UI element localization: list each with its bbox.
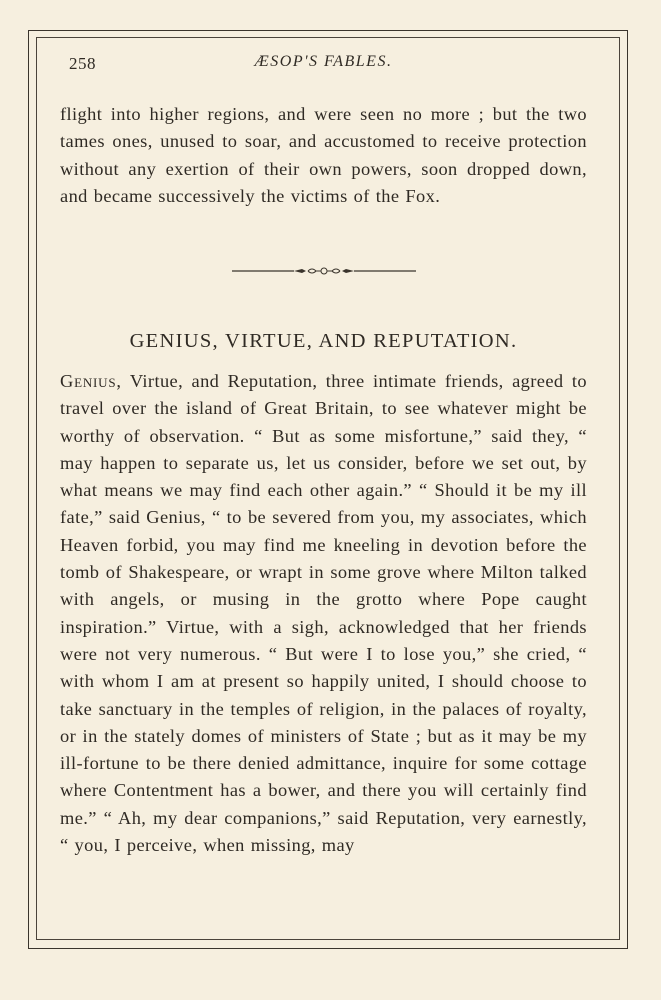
- fable-body: [60, 368, 587, 859]
- book-title: ÆSOP'S FABLES.: [254, 53, 393, 70]
- running-head: [60, 50, 587, 74]
- page-number: 258: [69, 54, 96, 73]
- fable-first-word: Genius,: [60, 371, 122, 391]
- continued-paragraph: flight into higher regions, and were seen no more ; but the two tames ones, unused to soar, and accustomed to receive protection without any exertion of their own powers, soon dropped down, and became successively the victims of the Fox.: [60, 104, 587, 206]
- fable-title: GENIUS, VIRTUE, AND REPUTATION.: [129, 330, 518, 352]
- fable-body-text: Virtue, and Reputation, three intimate friends, agreed to travel over the island of Great Britain, to see whatever might be worthy of observation. “ But as some misfortune,” said they, “ may happen to separate us, let us consider, before we set out, by what means we may find each other again.” “ Should it be my ill fate,” said Genius, “ to be severed from you, my associates, which Heaven forbid, you may find me kneeling in devotion before the tomb of Shakespeare, or wrapt in some grove where Milton talked with angels, or musing in the grotto where Pope caught inspiration.” Virtue, with a sigh, acknowledged that her friends were not very numerous. “ But were I to lose you,” she cried, “ with whom I am at present so happily united, I should choose to take sanctuary in the temples of religion, in the palaces of royalty, or in the stately domes of ministers of State ; but as it may be my ill-fortune to be there denied admittance, inquire for some cottage where Contentment has a bower, and there you will certainly find me.” “ Ah, my dear companions,” said Reputation, very earnestly, “ you, I perceive, when missing, may: [60, 371, 587, 856]
- section-divider-ornament: [232, 265, 416, 277]
